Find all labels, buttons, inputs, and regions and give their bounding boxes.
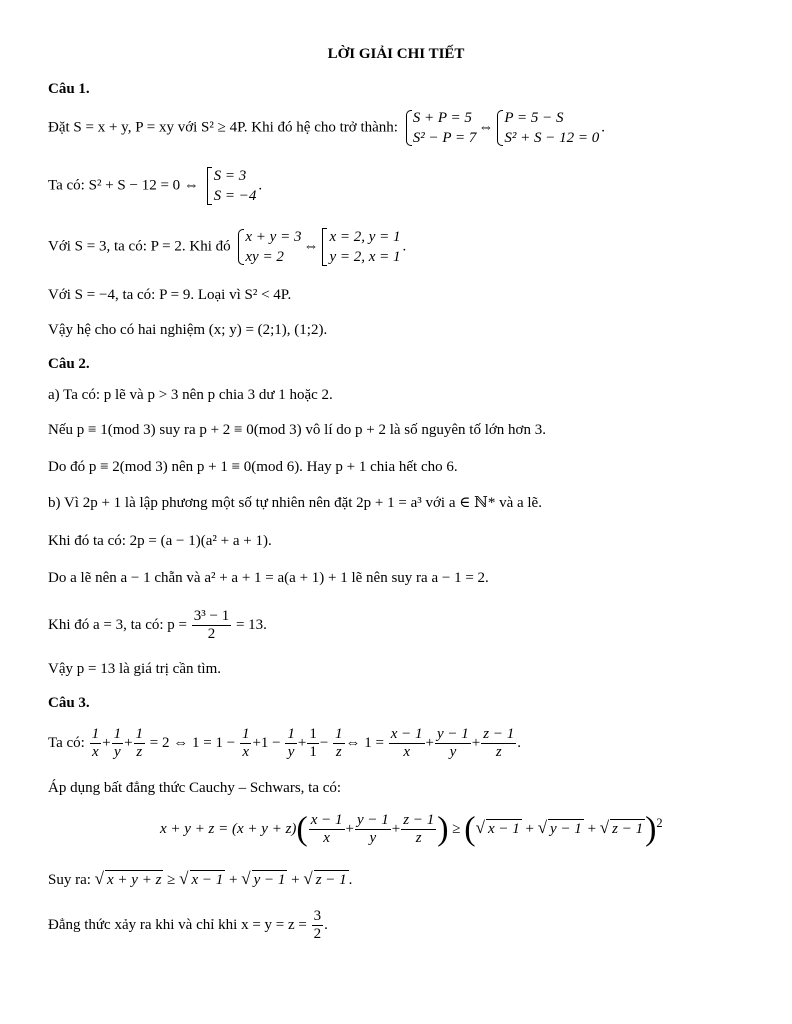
cau1-heading: Câu 1. xyxy=(48,81,90,97)
cau3-line4: Suy ra: √ x + y + z ≥ √ x − 1 + √ y − 1 + √ z − 1 . xyxy=(48,869,353,888)
sys5-row1: x = 2, y = 1 xyxy=(329,229,401,245)
system-bracket-5 xyxy=(320,227,400,267)
cau2-line6: Do a lẽ nên a − 1 chẵn và a² + a + 1 = a(a + 1) + 1 lẽ nên suy ra a − 1 = 2. xyxy=(48,570,489,586)
cau2-line8: Vậy p = 13 là giá trị cần tìm. xyxy=(48,661,221,677)
cau1-line4: Với S = −4, ta có: P = 9. Loại vì S² < 4P. xyxy=(48,287,292,303)
cau1-line2-text: Ta có: S² + S − 12 = 0 ⇔ xyxy=(48,177,199,194)
cau2-line2: Nếu p ≡ 1(mod 3) suy ra p + 2 ≡ 0(mod 3) vô lí do p + 2 là số nguyên tố lớn hơn 3. xyxy=(48,422,546,438)
cau3-line5-text: Đẳng thức xảy ra khi và chỉ khi x = y = z = xyxy=(48,916,307,933)
cau3-line2: Áp dụng bất đẳng thức Cauchy – Schwars, ta có: xyxy=(48,780,342,796)
sys3-row1: S = 3 xyxy=(213,168,247,184)
cau1-line2: Ta có: S² + S − 12 = 0 ⇔ S = 3 S = −4 . xyxy=(48,168,263,204)
cau1-line1-text: Đặt S = x + y, P = xy với S² ≥ 4P. Khi đó hệ cho trở thành: xyxy=(48,119,398,136)
sys1-row1: S + P = 5 xyxy=(412,110,472,126)
cau3-line4-text: Suy ra: xyxy=(48,872,91,888)
system-brace-1 xyxy=(404,108,477,148)
cau2-line4: b) Vì 2p + 1 là lập phương một số tự nhiên nên đặt 2p + 1 = a³ với a ∈ ℕ* và a lẽ. xyxy=(48,495,542,511)
sys1-row2: S² − P = 7 xyxy=(412,130,477,146)
cau1-line3: Với S = 3, ta có: P = 2. Khi đó x + y = 3 xy = 2 ⇔ x = 2, y = 1 y = 2, x = 1 . xyxy=(48,229,407,265)
cau1-line3-text: Với S = 3, ta có: P = 2. Khi đó xyxy=(48,238,231,255)
cau2-line5: Khi đó ta có: 2p = (a − 1)(a² + a + 1). xyxy=(48,533,272,549)
system-brace-4 xyxy=(236,227,301,267)
cau3-line3-text: x + y + z = (x + y + z) xyxy=(160,820,297,837)
cau3-line1-text: Ta có: xyxy=(48,734,85,751)
cau3-line1: Ta có: $\frac{1}{x}$ + $\frac{1}{y}$ + $\frac{1}{z}$ = 2 ⇔ 1 = 1 − $\frac{1}{x}$ +1 − $\frac{1}{y}$ + $\frac{1}{1}$ − $\frac{1}{z}$ ⇔ 1 = $\frac{x - 1}{x}$ + $\frac{y - 1}{y}$ + $\frac{z - 1}{z}$ . xyxy=(48,726,521,760)
cau2-line7-end: = 13. xyxy=(235,616,267,633)
sys4-row1: x + y = 3 xyxy=(245,229,302,245)
fraction-equality: $\frac{3}{2}$ xyxy=(313,908,322,942)
fraction-p-numerator: 3³ − 1 xyxy=(193,608,230,624)
cau1-line1: Đặt S = x + y, P = xy với S² ≥ 4P. Khi đó hệ cho trở thành: S + P = 5 S² − P = 7 ⇔ P = 5 − S S² + S − 12 = 0 . xyxy=(48,110,605,146)
system-bracket-3 xyxy=(205,166,257,206)
fraction-p-denominator: 2 xyxy=(207,626,216,642)
cau2-line7 xyxy=(48,608,267,643)
sys4-row2: xy = 2 xyxy=(245,249,284,265)
system-brace-2 xyxy=(495,108,599,148)
cau2-line7-text: Khi đó a = 3, ta có: p = xyxy=(48,616,187,633)
sys5-row2: y = 2, x = 1 xyxy=(329,249,401,265)
sys2-row1: P = 5 − S xyxy=(504,110,564,126)
sys2-row2: S² + S − 12 = 0 xyxy=(504,130,600,146)
cau3-eq-part: = 2 ⇔ 1 = 1 − xyxy=(149,734,236,751)
cau2-line1: a) Ta có: p lẽ và p > 3 nên p chia 3 dư 1 hoặc 2. xyxy=(48,387,333,403)
cau3-heading: Câu 3. xyxy=(48,695,90,711)
fraction-p xyxy=(192,608,231,643)
cau1-line5: Vậy hệ cho có hai nghiệm (x; y) = (2;1), (1;2). xyxy=(48,322,328,338)
cau3-line5: Đẳng thức xảy ra khi và chỉ khi x = y = z = $\frac{3}{2}$ . xyxy=(48,908,328,942)
cau3-line3: x + y + z = (x + y + z)( $\frac{x - 1}{x}$ + $\frac{y - 1}{y}$ + $\frac{z - 1}{z}$ ) ≥ (√ x − 1 + √ y − 1 + √ z − 1)$^2$ xyxy=(160,810,663,848)
sys3-row2: S = −4 xyxy=(213,188,257,204)
cau2-line3: Do đó p ≡ 2(mod 3) nên p + 1 ≡ 0(mod 6). Hay p + 1 chia hết cho 6. xyxy=(48,459,458,475)
page-title: LỜI GIẢI CHI TIẾT xyxy=(327,46,465,62)
cau2-heading: Câu 2. xyxy=(48,356,90,372)
